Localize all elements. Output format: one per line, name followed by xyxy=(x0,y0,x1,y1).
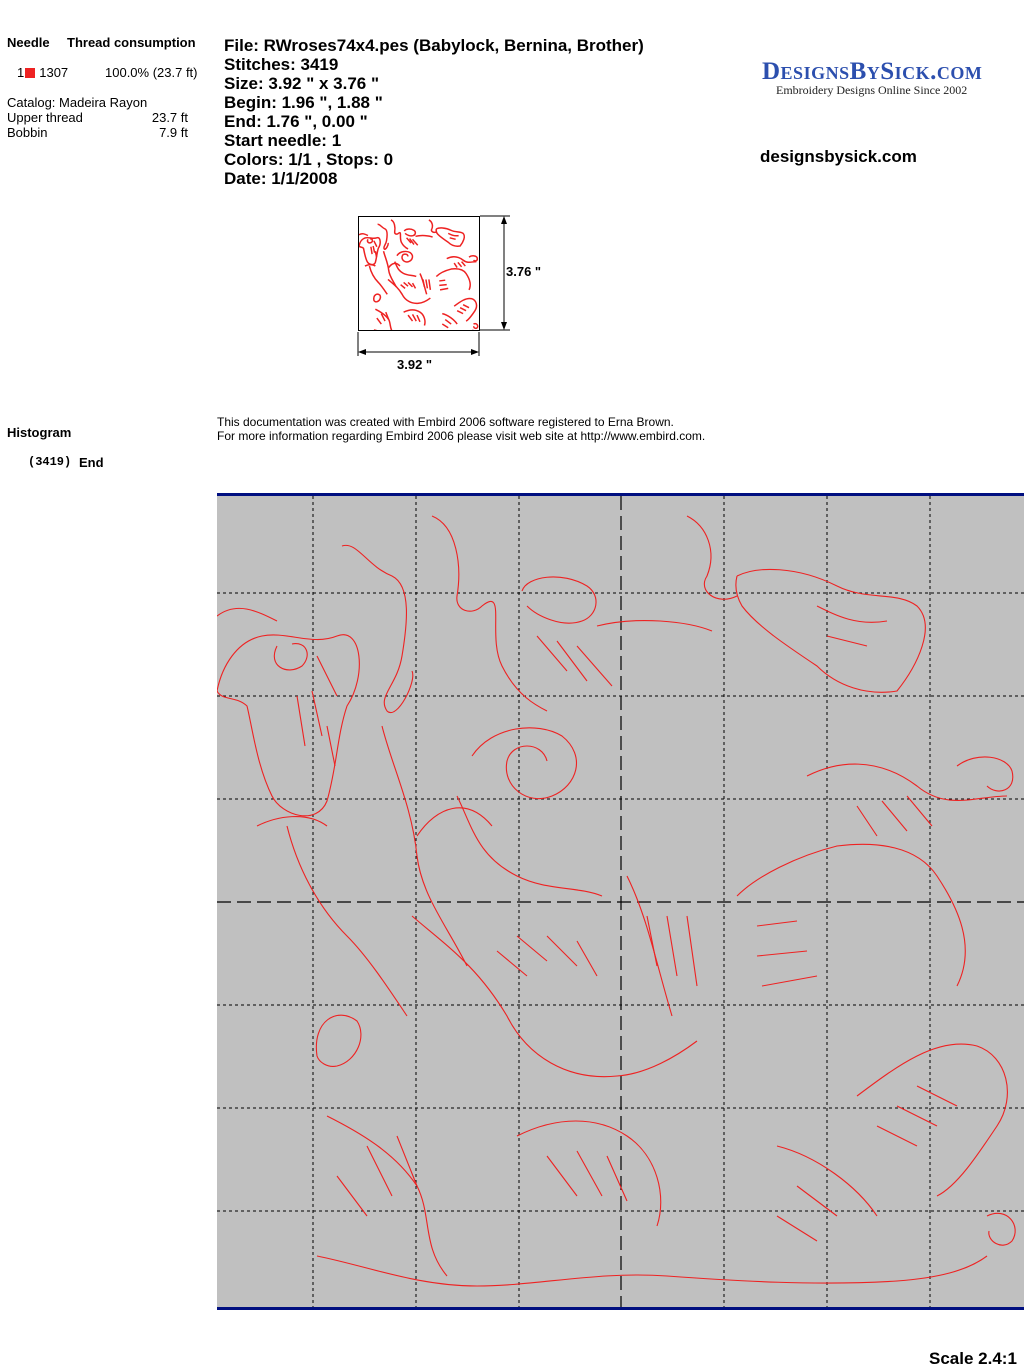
embroidery-stitch-path xyxy=(472,728,576,799)
embroidery-stitch-path xyxy=(737,844,965,986)
embroidery-stitch-path xyxy=(457,796,602,896)
embroidery-stitch-path xyxy=(382,726,467,966)
embroidery-stitch-path xyxy=(537,636,612,686)
embroidery-stitch-path xyxy=(297,656,337,766)
embroidery-stitch-path xyxy=(337,1136,417,1216)
stitch-count: Stitches: 3419 xyxy=(224,55,339,74)
colors-stops: Colors: 1/1 , Stops: 0 xyxy=(224,150,394,169)
embroidery-stitch-path xyxy=(547,1151,627,1201)
notice-line-1: This documentation was created with Embird 2006 software registered to Erna Brown. xyxy=(217,415,674,429)
thread-consumption-value: 100.0% (23.7 ft) xyxy=(105,65,198,80)
embroidery-stitch-path xyxy=(217,635,359,816)
embroidery-stitch-path xyxy=(857,1044,1007,1196)
embroidery-stitch-path xyxy=(317,1256,987,1286)
embroidery-stitch-path xyxy=(217,608,277,621)
embroidery-stitch-path xyxy=(627,876,672,1016)
software-notice xyxy=(217,415,705,443)
embroidery-stitch-path xyxy=(412,916,697,1077)
upper-thread-label: Upper thread xyxy=(7,110,83,125)
embroidery-stitch-path xyxy=(432,516,547,711)
embroidery-stitch-path xyxy=(257,817,407,1016)
embroidery-stitch-path xyxy=(497,936,597,976)
embroidery-stitch-path xyxy=(597,621,712,631)
embroidery-stitch-path xyxy=(316,1015,361,1066)
embroidery-stitch-path xyxy=(274,644,307,670)
bobbin-value: 7.9 ft xyxy=(159,125,188,140)
design-size: Size: 3.92 " x 3.76 " xyxy=(224,74,380,93)
thread-color-swatch xyxy=(25,68,35,78)
embroidery-stitch-path xyxy=(417,808,492,836)
needle-column-header: Needle xyxy=(7,35,50,50)
embroidery-stitch-path xyxy=(877,1086,957,1146)
thread-catalog: Catalog: Madeira Rayon xyxy=(7,95,148,110)
notice-line-2: For more information regarding Embird 2006 please visit web site at http://www.embird.com. xyxy=(217,429,706,443)
embroidery-stitch-path xyxy=(757,921,817,986)
embroidery-design xyxy=(217,496,1024,1307)
scale-label: Scale 2.4:1 xyxy=(929,1349,1017,1368)
embroidery-stitch-path xyxy=(342,545,413,712)
width-dimension-label: 3.92 " xyxy=(397,357,433,372)
histogram-stitch-count: (3419) xyxy=(28,455,72,469)
embroidery-stitch-path xyxy=(957,757,1013,791)
thread-code: 1307 xyxy=(39,65,69,80)
logo-subtitle: Embroidery Designs Online Since 2002 xyxy=(776,83,968,97)
embroidery-stitch-path xyxy=(987,1213,1015,1245)
design-canvas xyxy=(217,493,1024,1310)
dimension-arrows xyxy=(350,210,520,360)
website-url[interactable]: designsbysick.com xyxy=(760,147,917,166)
end-position: End: 1.76 ", 0.00 " xyxy=(224,112,368,131)
histogram-end-label: End xyxy=(79,455,104,470)
start-needle: Start needle: 1 xyxy=(224,131,342,150)
height-dimension-label: 3.76 " xyxy=(506,264,542,279)
embroidery-stitch-path xyxy=(857,796,932,836)
embroidery-stitch-path xyxy=(687,516,737,599)
designsbysick-logo xyxy=(762,58,992,98)
logo-title: DesignsBySick.com xyxy=(762,58,983,85)
bobbin-label: Bobbin xyxy=(7,125,48,140)
design-date: Date: 1/1/2008 xyxy=(224,169,338,188)
histogram-label: Histogram xyxy=(7,425,72,440)
design-info xyxy=(224,36,644,188)
embroidery-stitch-path xyxy=(647,916,697,986)
upper-thread-value: 23.7 ft xyxy=(151,110,188,125)
thread-consumption-header: Thread consumption xyxy=(67,35,196,50)
needle-number: 1 xyxy=(17,65,25,80)
embroidery-stitch-path xyxy=(736,569,925,692)
embroidery-stitch-path xyxy=(807,764,1007,800)
embroidery-stitch-path xyxy=(327,1116,447,1276)
file-name: File: RWroses74x4.pes (Babylock, Bernina, Brother) xyxy=(224,36,644,55)
begin-position: Begin: 1.96 ", 1.88 " xyxy=(224,93,383,112)
embroidery-stitch-path xyxy=(522,577,596,623)
needle-row xyxy=(17,65,68,80)
